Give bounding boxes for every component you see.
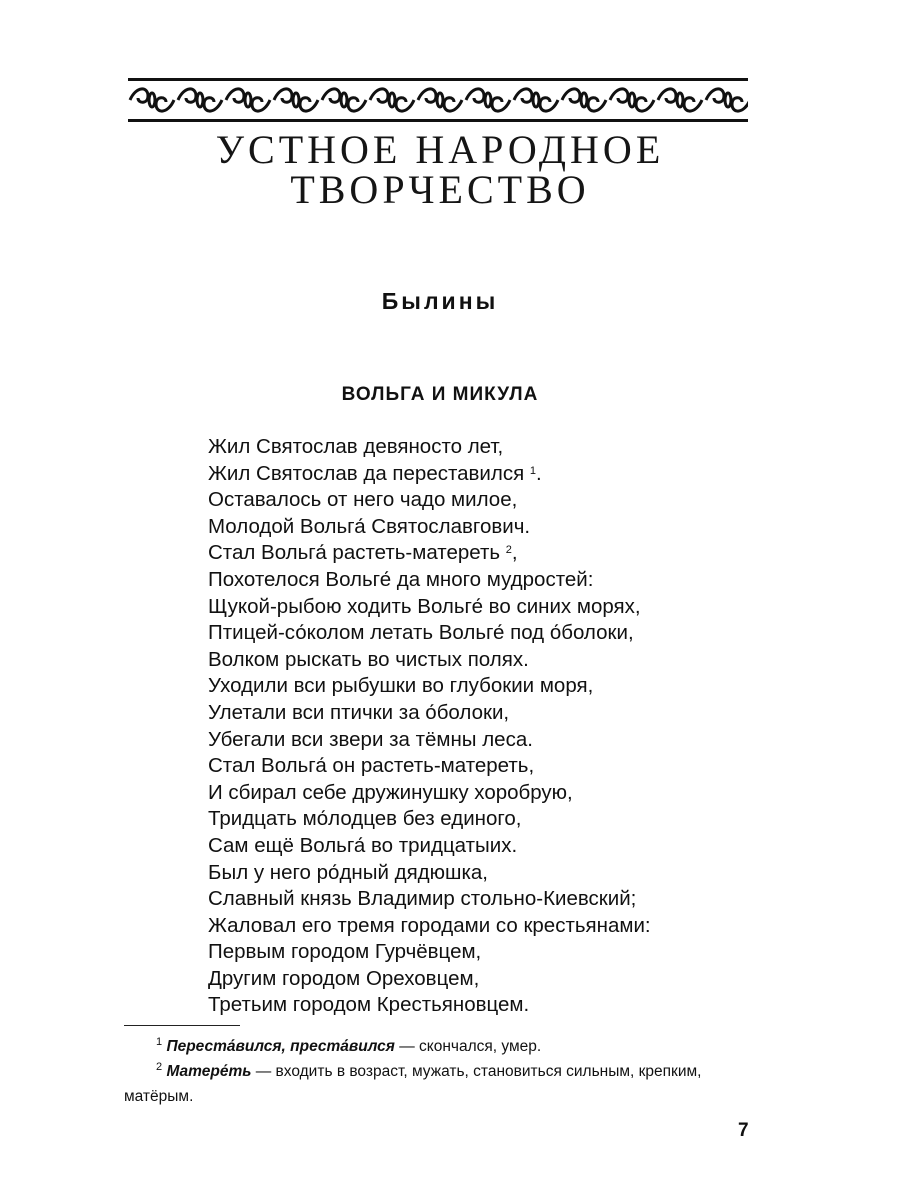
poem-line-text: Похотелося Вольге́ да много мудростей: <box>208 567 594 591</box>
ornament-leaf <box>581 93 587 107</box>
section-title: Былины <box>381 288 499 314</box>
poem-line <box>208 806 768 833</box>
chapter-title-line-1: УСТНОЕ НАРОДНОЕ <box>215 127 665 172</box>
poem-line-text: Молодой Вольга́ Святославгович. <box>208 514 531 538</box>
poem-line-text: Жаловал его тремя городами со крестьянами: <box>208 913 651 937</box>
poem-line-punctuation: . <box>536 461 542 485</box>
poem-line <box>208 647 768 674</box>
footnote-item <box>124 1034 754 1059</box>
poem-line <box>208 567 768 594</box>
footnote-definition: — скончался, умер. <box>394 1038 542 1055</box>
footnote-term: Переста́вился, преста́вился <box>166 1038 395 1055</box>
ornament-leaf <box>629 93 635 107</box>
poem-line-text: Был у него ро́дный дядюшка, <box>208 860 488 884</box>
poem-line-text: Третьим городом Крестьяновцем. <box>208 993 530 1017</box>
poem-line <box>208 514 768 541</box>
ornament-leaf <box>677 93 683 107</box>
ornament-leaf <box>341 93 347 107</box>
footnote-term: Матере́ть <box>166 1063 252 1080</box>
poem-title: ВОЛЬГА И МИКУЛА <box>341 384 539 405</box>
poem-line-text: Славный князь Владимир стольно-Киевский; <box>208 887 637 911</box>
poem-line <box>208 461 768 488</box>
poem-line-text: Волком рыскать во чистых полях. <box>208 647 529 671</box>
ornament-leaf <box>725 93 731 107</box>
poem-line-text: Жил Святослав да переставился <box>208 461 525 485</box>
poem-line <box>208 966 768 993</box>
ornament-leaf <box>485 93 491 107</box>
poem-line <box>208 939 768 966</box>
ornament-leaf <box>389 93 395 107</box>
poem-line-text: Оставалось от него чадо милое, <box>208 488 518 512</box>
poem-line <box>208 860 768 887</box>
footnote-item <box>124 1059 754 1109</box>
footnote-reference: 1 <box>529 464 537 477</box>
poem-line-text: Другим городом Ореховцем, <box>208 966 480 990</box>
poem-line-text: И сбирал себе дружинушку хоробрую, <box>208 780 573 804</box>
footnote-reference: 2 <box>505 544 512 557</box>
poem-line <box>208 913 768 940</box>
poem-line <box>208 780 768 807</box>
poem-line <box>208 992 768 1019</box>
poem-line-text: Улетали вси птички за о́болоки, <box>208 700 510 724</box>
poem-line <box>208 833 768 860</box>
poem-line <box>208 727 768 754</box>
ornament-leaf <box>245 93 251 107</box>
ornament-leaf <box>533 93 539 107</box>
poem-line <box>208 753 768 780</box>
poem-line-text: Сам ещё Вольга́ во тридцатыих. <box>208 833 518 857</box>
decorative-header-ornament <box>128 72 748 128</box>
ornament-leaf <box>293 93 299 107</box>
chapter-title-line-2: ТВОРЧЕСТВО <box>290 167 590 212</box>
poem-line-text: Жил Святослав девяносто лет, <box>208 435 504 458</box>
poem-line <box>208 540 768 567</box>
poem-line <box>208 700 768 727</box>
poem-line-text: Первым городом Гурчёвцем, <box>208 940 482 964</box>
poem-text <box>208 434 768 1019</box>
footnote-mark: 1 <box>156 1036 163 1048</box>
poem-line-text: Птицей-со́колом летать Вольге́ под о́болоки, <box>208 621 634 645</box>
poem-line <box>208 594 768 621</box>
poem-line <box>208 487 768 514</box>
poem-line-punctuation: , <box>511 541 518 565</box>
poem-line <box>208 886 768 913</box>
poem-line <box>208 620 768 647</box>
footnote-definition: — входить в возраст, мужать, становиться сильным, крепким, матёрым. <box>124 1063 702 1105</box>
ornament-leaf <box>149 93 155 107</box>
poem-line-text: Убегали вси звери за тёмны леса. <box>208 727 533 751</box>
poem-line-text: Тридцать мо́лодцев без единого, <box>208 807 522 831</box>
footnote-mark: 2 <box>156 1061 163 1073</box>
page-number: 7 <box>738 1120 749 1141</box>
poem-line-text: Стал Вольга́ растеть-матереть <box>208 541 501 565</box>
footnotes <box>124 1034 754 1109</box>
ornament-leaf <box>437 93 443 107</box>
poem-line-text: Уходили вси рыбушки во глубокии моря, <box>208 674 594 698</box>
poem-line-text: Стал Вольга́ он растеть-матереть, <box>208 754 535 778</box>
poem-line <box>208 673 768 700</box>
poem-line <box>208 434 768 461</box>
footnote-divider <box>124 1025 240 1026</box>
ornament-leaf <box>197 93 203 107</box>
poem-line-text: Щукой-рыбою ходить Вольге́ во синих морях, <box>208 594 641 618</box>
